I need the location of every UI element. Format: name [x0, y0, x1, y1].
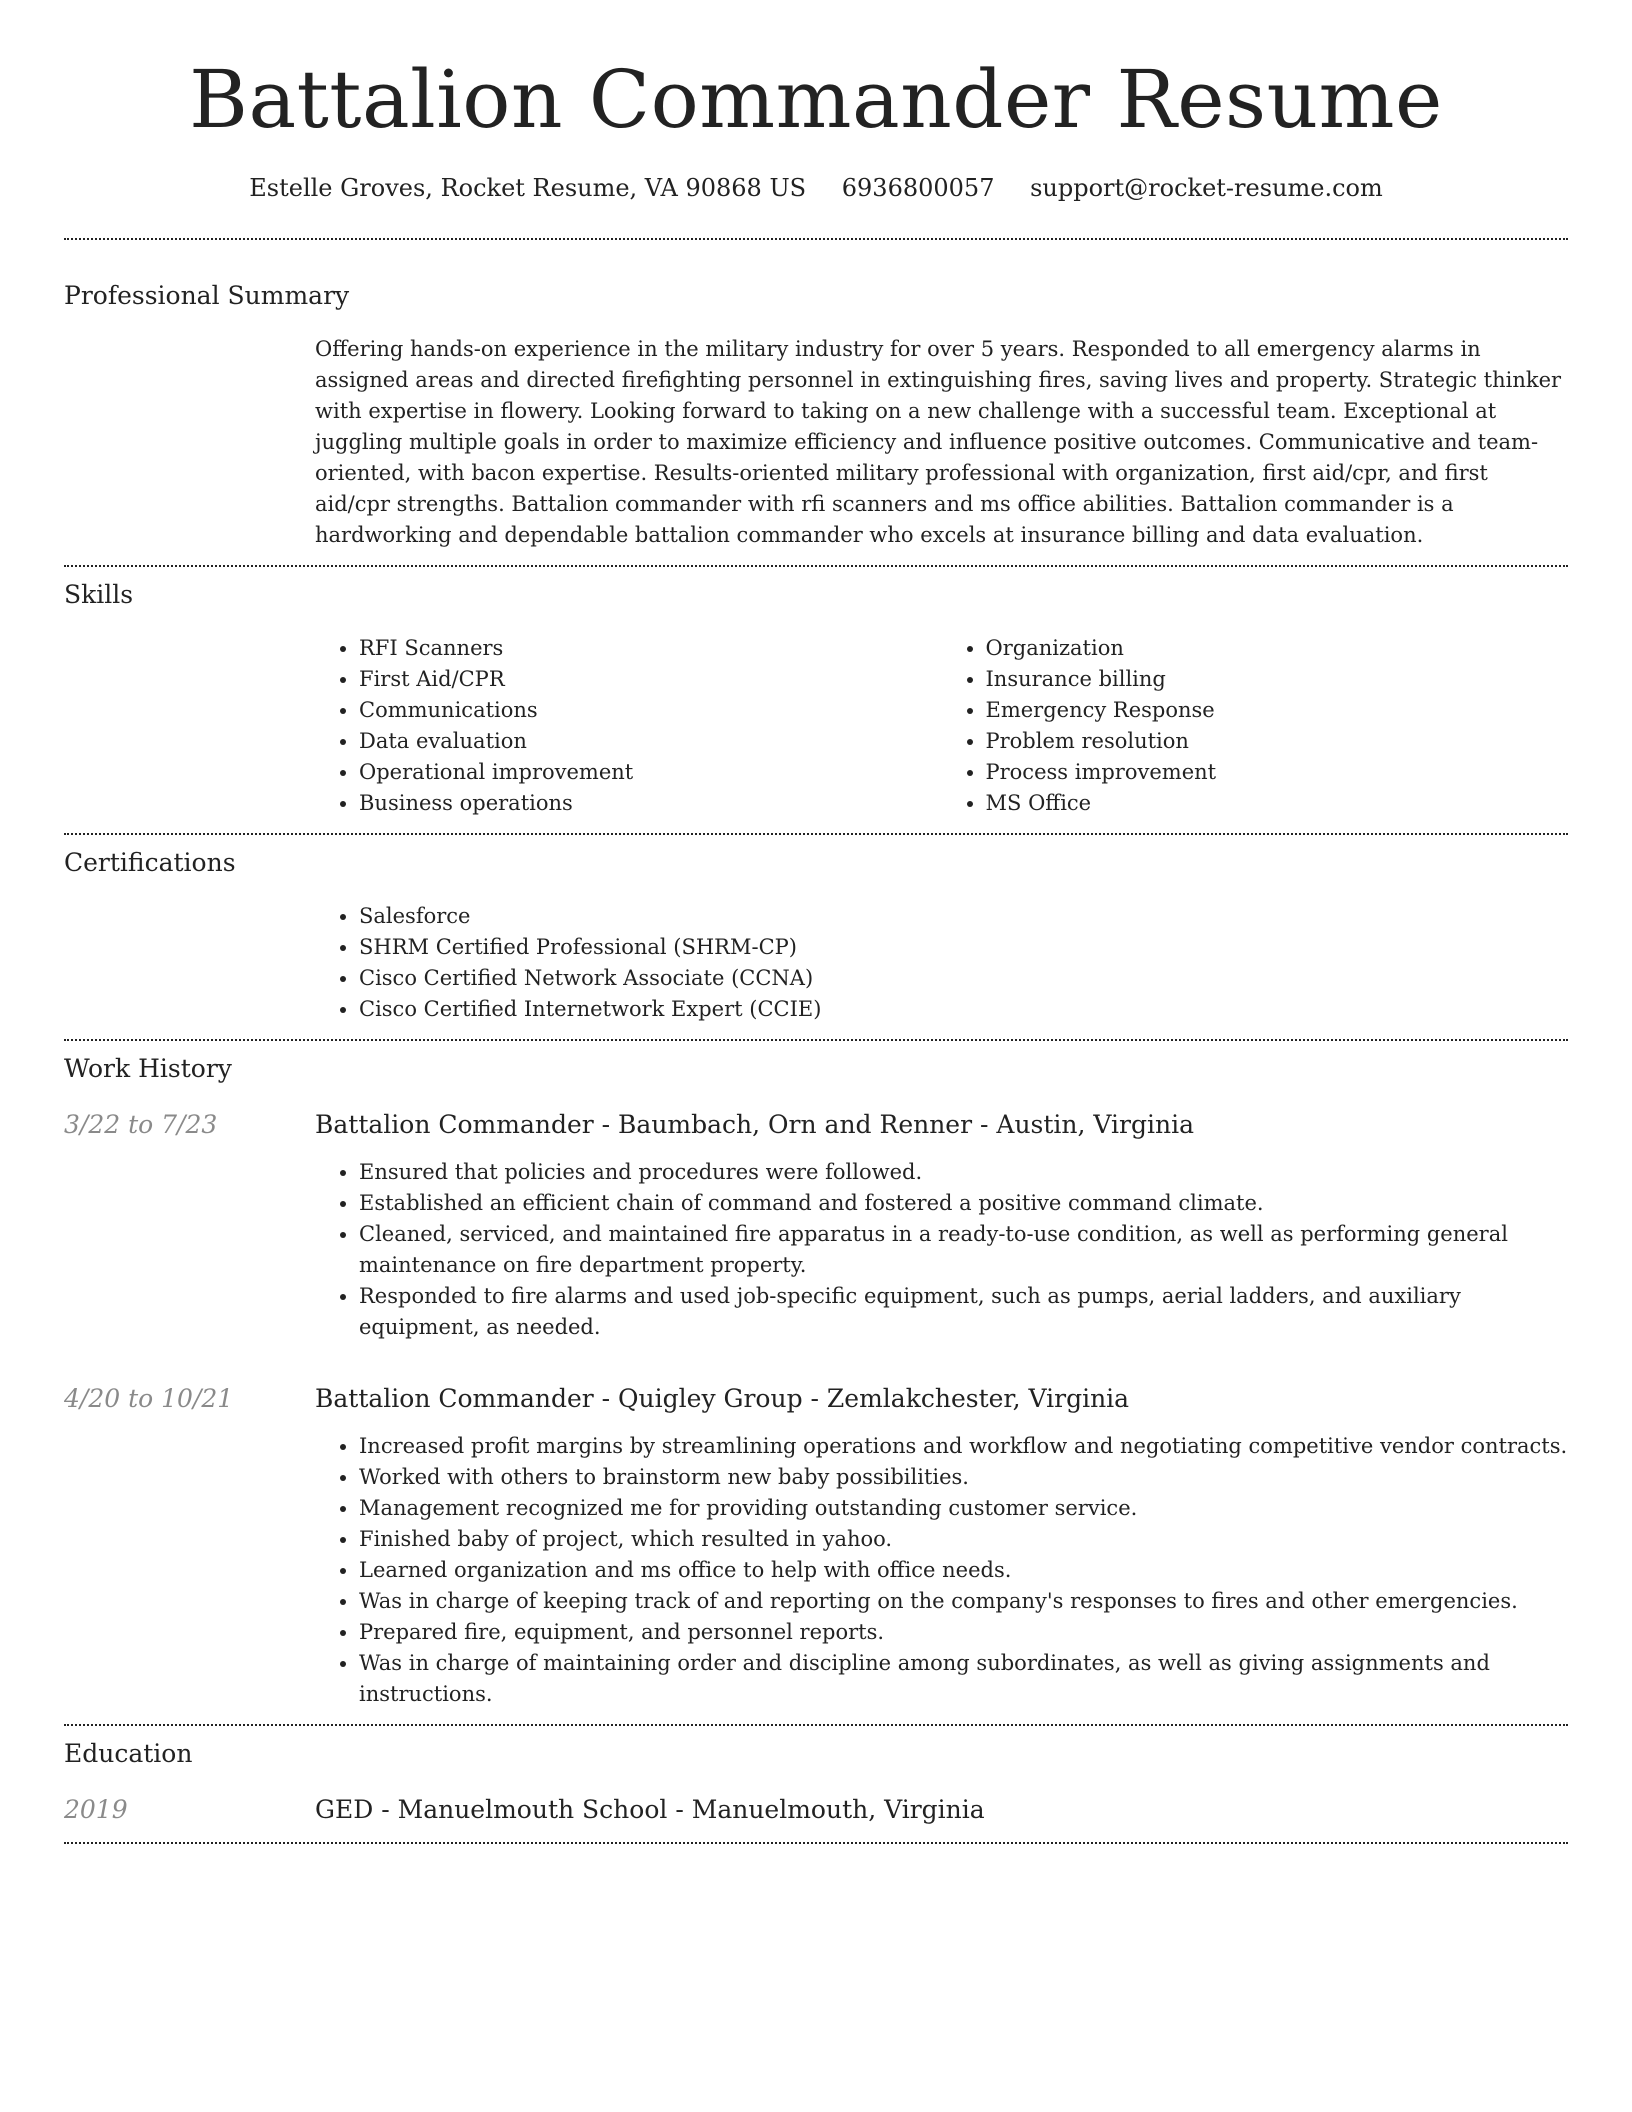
- job-entry: [64, 1109, 1568, 1343]
- section-title-skills: Skills: [64, 580, 134, 609]
- job-title: Battalion Commander - Quigley Group - Zemlakchester, Virginia: [315, 1384, 1130, 1413]
- job-date: 3/22 to 7/23: [64, 1110, 218, 1139]
- certifications-section: [64, 835, 1568, 1039]
- certification-item: • SHRM Certified Professional (SHRM-CP): [359, 932, 1568, 963]
- job-bullet: • Was in charge of keeping track of and reporting on the company's responses to fires and other emergencies.: [359, 1586, 1568, 1617]
- job-bullet: • Increased profit margins by streamlining operations and workflow and negotiating competitive vendor contracts.: [359, 1431, 1568, 1462]
- certification-item: • Salesforce: [359, 901, 1568, 932]
- skill-item: • Emergency Response: [986, 695, 1569, 726]
- summary-text: Offering hands-on experience in the military industry for over 5 years. Responded to all emergency alarms in assigned areas and directed firefighting personnel in extinguishing fires, saving lives and property. Strategic thinker with expertise in flowery. Looking forward to taking on a new challenge with a successful team. Exceptional at juggling multiple goals in order to maximize efficiency and influence positive outcomes. Communicative and team-oriented, with bacon expertise. Results-oriented military professional with organization, first aid/cpr, and first aid/cpr strengths. Battalion commander with rfi scanners and ms office abilities. Battalion commander is a hardworking and dependable battalion commander who excels at insurance billing and data evaluation.: [315, 337, 1562, 547]
- job-bullet-list: [315, 1431, 1568, 1710]
- job-date: 4/20 to 10/21: [64, 1384, 234, 1413]
- job-bullet: • Established an efficient chain of command and fostered a positive command climate.: [359, 1188, 1568, 1219]
- job-title: Battalion Commander - Baumbach, Orn and Renner - Austin, Virginia: [315, 1110, 1194, 1139]
- certification-item: • Cisco Certified Network Associate (CCNA): [359, 963, 1568, 994]
- education-entry: [64, 1794, 1568, 1826]
- summary-section: [64, 240, 1568, 565]
- job-bullet: • Ensured that policies and procedures were followed.: [359, 1157, 1568, 1188]
- skill-item: • Process improvement: [986, 757, 1569, 788]
- job-bullet: • Prepared fire, equipment, and personnel reports.: [359, 1617, 1568, 1648]
- skill-item: • Data evaluation: [359, 726, 942, 757]
- certification-item: • Cisco Certified Internetwork Expert (CCIE): [359, 994, 1568, 1025]
- resume-page: [64, 0, 1568, 1844]
- contact-address: Estelle Groves, Rocket Resume, VA 90868 US: [249, 174, 807, 202]
- divider: [64, 1842, 1568, 1844]
- skill-item: • Operational improvement: [359, 757, 942, 788]
- skill-item: • Insurance billing: [986, 664, 1569, 695]
- skill-item: • Communications: [359, 695, 942, 726]
- skill-item: • RFI Scanners: [359, 633, 942, 664]
- job-bullet: • Worked with others to brainstorm new baby possibilities.: [359, 1462, 1568, 1493]
- job-bullet: • Cleaned, serviced, and maintained fire apparatus in a ready-to-use condition, as well as performing general maintenance on fire department property.: [359, 1219, 1568, 1281]
- job-entry: [64, 1383, 1568, 1710]
- skills-section: [64, 567, 1568, 833]
- section-title-certifications: Certifications: [64, 848, 236, 877]
- job-bullet: • Responded to fire alarms and used job-specific equipment, such as pumps, aerial ladders, and auxiliary equipment, as needed.: [359, 1281, 1568, 1343]
- certifications-body: [315, 901, 1568, 1025]
- skills-grid: [315, 633, 1568, 819]
- work-history-section: [64, 1041, 1568, 1724]
- skill-item: • Organization: [986, 633, 1569, 664]
- skill-item: • First Aid/CPR: [359, 664, 942, 695]
- job-bullet-list: [315, 1157, 1568, 1343]
- certifications-list: [315, 901, 1568, 1025]
- contact-line: [64, 172, 1568, 204]
- job-bullets: [315, 1431, 1568, 1710]
- education-date: 2019: [64, 1795, 128, 1824]
- skill-item: • MS Office: [986, 788, 1569, 819]
- skills-list-left: [315, 633, 942, 819]
- job-bullet: • Was in charge of maintaining order and discipline among subordinates, as well as giving assignments and instructions.: [359, 1648, 1568, 1710]
- education-section: [64, 1726, 1568, 1842]
- section-title-education: Education: [64, 1739, 193, 1768]
- contact-phone: 6936800057: [841, 174, 995, 202]
- section-title-work-history: Work History: [64, 1054, 232, 1083]
- job-bullet: • Finished baby of project, which resulted in yahoo.: [359, 1524, 1568, 1555]
- job-bullets: [315, 1157, 1568, 1343]
- job-bullet: • Management recognized me for providing outstanding customer service.: [359, 1493, 1568, 1524]
- skill-item: • Problem resolution: [986, 726, 1569, 757]
- education-title: GED - Manuelmouth School - Manuelmouth, Virginia: [315, 1795, 985, 1824]
- resume-title: Battalion Commander Resume: [189, 53, 1443, 146]
- section-title-summary: Professional Summary: [64, 281, 350, 310]
- skills-list-right: [942, 633, 1569, 819]
- skill-item: • Business operations: [359, 788, 942, 819]
- contact-email: support@rocket-resume.com: [1030, 174, 1383, 202]
- job-bullet: • Learned organization and ms office to help with office needs.: [359, 1555, 1568, 1586]
